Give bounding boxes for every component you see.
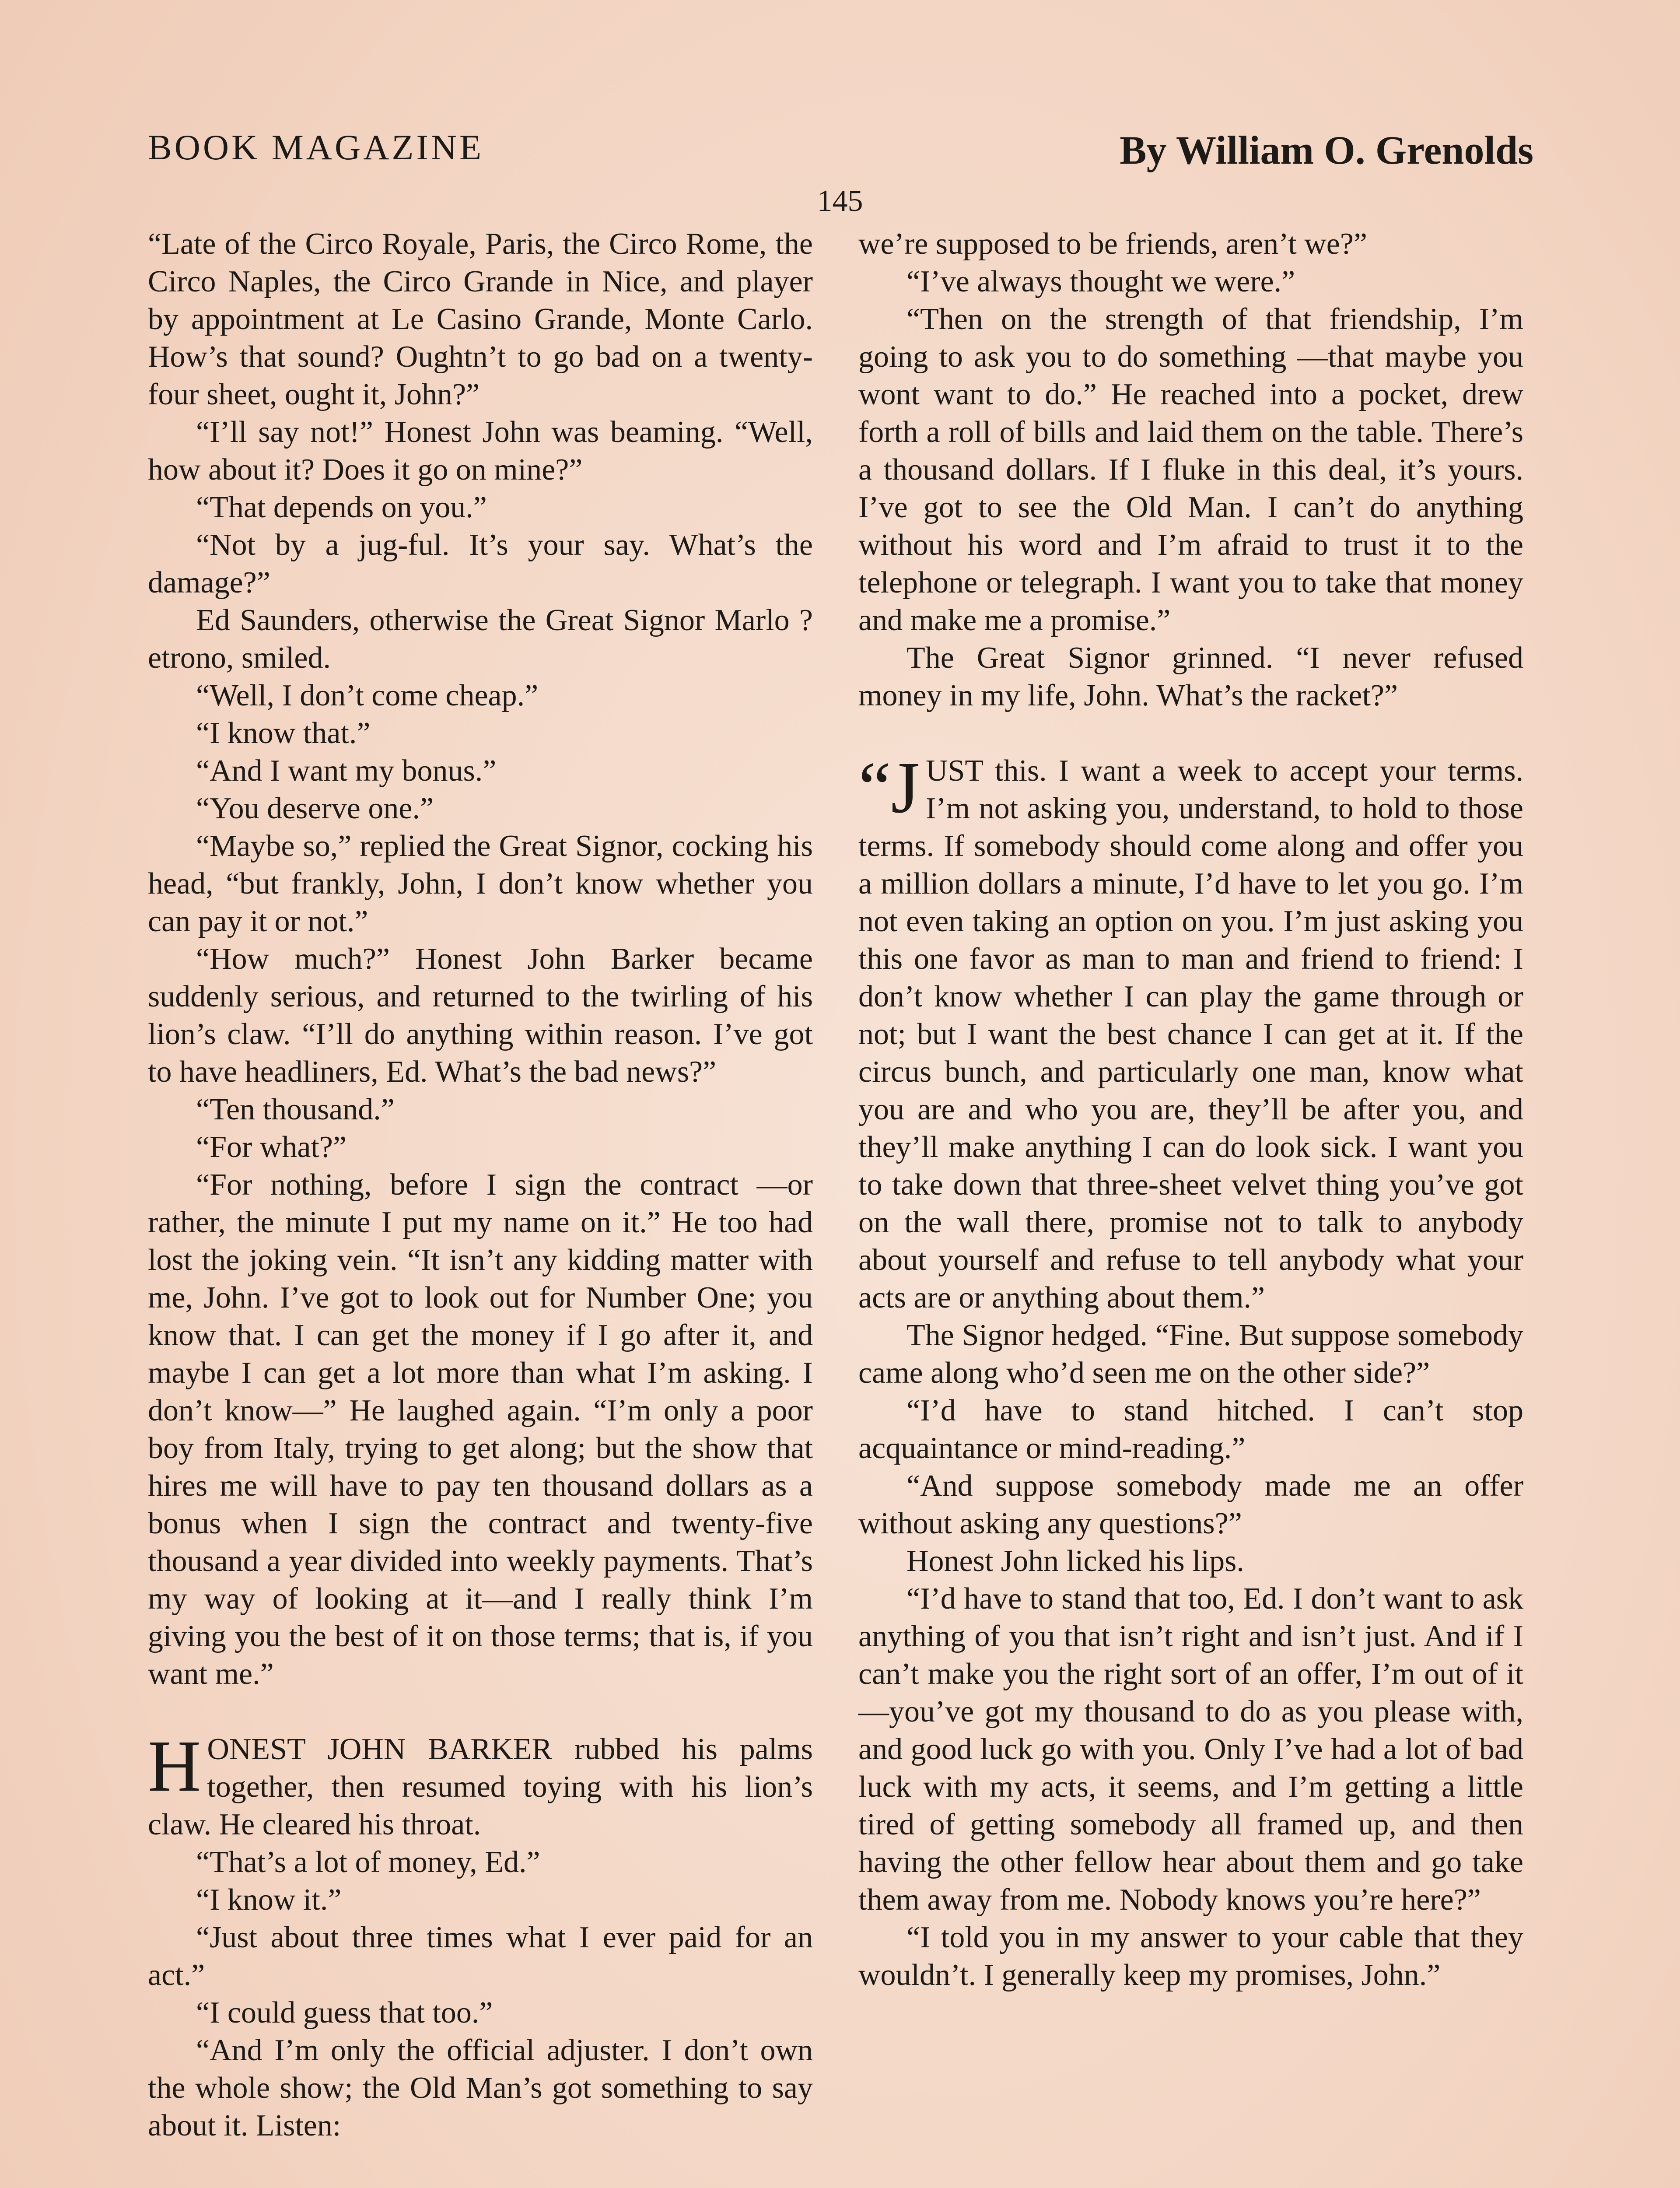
paragraph-text: “I’d have to stand hitched. I can’t stop acquaintance or mind-reading.” (858, 1394, 1523, 1465)
page-number: 145 (817, 184, 863, 218)
paragraph (148, 1994, 813, 2032)
paragraph (148, 1919, 813, 1994)
paragraph (148, 414, 813, 489)
paragraph-text: Honest John licked his lips. (906, 1544, 1244, 1578)
paragraph-text: “That’s a lot of money, Ed.” (196, 1845, 540, 1879)
paragraph (858, 1467, 1523, 1543)
magazine-title: BOOK MAGAZINE (148, 127, 484, 167)
drop-cap: “J (858, 747, 920, 828)
paragraph-text: we’re supposed to be friends, aren’t we?” (858, 227, 1367, 261)
paragraph-text: “Just about three times what I ever paid for an act.” (148, 1921, 813, 1992)
paragraph (148, 752, 813, 790)
right-column (858, 225, 1523, 1994)
paragraph (148, 526, 813, 602)
paragraph (148, 602, 813, 677)
paragraph-text: Ed Saunders, otherwise the Great Signor Marlo ?etrono, smiled. (148, 603, 813, 675)
paragraph (148, 1091, 813, 1129)
paragraph-text: “Maybe so,” replied the Great Signor, cocking his head, “but frankly, John, I don’t know whether you can pay it or not.” (148, 829, 813, 938)
paragraph (148, 489, 813, 526)
paragraph (858, 225, 1523, 263)
paragraph-text: “I know that.” (196, 716, 371, 750)
paragraph-text: “I told you in my answer to your cable that they wouldn’t. I generally keep my promises, John.” (858, 1921, 1523, 1992)
paragraph-text: “And I’m only the official adjuster. I don’t own the whole show; the Old Man’s got something to say about it. Listen: (148, 2034, 813, 2142)
paragraph-text: “Not by a jug-ful. It’s your say. What’s the damage?” (148, 528, 813, 600)
paragraph-text: The Signor hedged. “Fine. But suppose somebody came along who’d seen me on the other side?” (858, 1318, 1523, 1390)
paragraph (148, 225, 813, 414)
paragraph (148, 1166, 813, 1693)
author-byline: By William O. Grenolds (1120, 128, 1533, 172)
paragraph-text: “For what?” (196, 1130, 347, 1164)
paragraph (858, 301, 1523, 639)
left-column (148, 225, 813, 2145)
paragraph-text: “And I want my bonus.” (196, 754, 497, 788)
paragraph (858, 1580, 1523, 1919)
paragraph-text: “I’ve always thought we were.” (906, 265, 1295, 298)
paragraph (148, 940, 813, 1091)
page-header (148, 127, 1533, 184)
paragraph-text: The Great Signor grinned. “I never refused money in my life, John. What’s the racket?” (858, 641, 1523, 712)
paragraph-text: “You deserve one.” (196, 792, 434, 825)
paragraph-text: “Then on the strength of that friendship, I’m going to ask you to do something —that maybe you wont want to do.” He reached into a pocket, drew forth a roll of bills and laid them on the table. There’s a thousand dollars. If I fluke in this deal, it’s yours. I’ve got to see the Old Man. I can’t do anything without his word and I’m afraid to trust it to the telephone or telegraph. I want you to take that money and make me a promise.” (858, 302, 1523, 637)
paragraph (148, 677, 813, 715)
paragraph-text: “I’ll say not!” Honest John was beaming. “Well, how about it? Does it go on mine?” (148, 415, 813, 487)
paragraph-text: “That depends on you.” (196, 491, 487, 524)
paragraph-text: “I’d have to stand that too, Ed. I don’t want to ask anything of you that isn’t right and isn’t just. And if I can’t make you the right sort of an offer, I’m out of it—you’ve got my thousand to do as you please with, and good luck go with you. Only I’ve had a lot of bad luck with my acts, it seems, and I’m getting a little tired of getting somebody all framed up, and then having the other fellow hear about them and go take them away from me. Nobody knows you’re here?” (858, 1582, 1523, 1917)
paragraph (858, 747, 1523, 1317)
paragraph (148, 1725, 813, 1844)
paragraph-text: ONEST JOHN BARKER rubbed his palms together, then resumed toying with his lion’s claw. He cleared his throat. (148, 1732, 813, 1841)
paragraph-text: “Ten thousand.” (196, 1093, 395, 1126)
paragraph (858, 639, 1523, 715)
paragraph-text: “For nothing, before I sign the contract —or rather, the minute I put my name on it.” He too had lost the joking vein. “It isn’t any kidding matter with me, John. I’ve got to look out for Number One; you know that. I can get the money if I go after it, and maybe I can get a lot more than what I’m asking. I don’t know—” He laughed again. “I’m only a poor boy from Italy, trying to get along; but the show that hires me will have to pay ten thousand dollars as a bonus when I sign the contract and twenty-five thousand a year divided into weekly payments. That’s my way of looking at it—and I really think I’m giving you the best of it on those terms; that is, if you want me.” (148, 1168, 813, 1691)
paragraph (858, 1543, 1523, 1580)
paragraph (148, 1881, 813, 1919)
paragraph (858, 1919, 1523, 1994)
paragraph (148, 828, 813, 940)
paragraph-text: “Late of the Circo Royale, Paris, the Circo Rome, the Circo Naples, the Circo Grande in Nice, and player by appointment at Le Casino Grande, Monte Carlo. How’s that sound? Oughtn’t to go bad on a twenty-four sheet, ought it, John?” (148, 227, 813, 411)
paragraph-text: “I know it.” (196, 1883, 342, 1917)
paragraph-text: “How much?” Honest John Barker became suddenly serious, and returned to the twirling of his lion’s claw. “I’ll do anything within reason. I’ve got to have headliners, Ed. What’s the bad news?” (148, 942, 813, 1089)
paragraph (858, 263, 1523, 301)
paragraph (148, 1844, 813, 1881)
paragraph (148, 1129, 813, 1166)
paragraph (858, 1392, 1523, 1467)
drop-cap: H (148, 1725, 201, 1807)
paragraph (148, 2032, 813, 2145)
paragraph (148, 790, 813, 828)
paragraph-text: “I could guess that too.” (196, 1996, 493, 2030)
paragraph-text: UST this. I want a week to accept your terms. I’m not asking you, understand, to hold to those terms. If somebody should come along and offer you a million dollars a minute, I’d have to let you go. I’m not even taking an option on you. I’m just asking you this one favor as man to man and friend to friend: I don’t know whether I can play the game through or not; but I want the best chance I can get at it. If the circus bunch, and particularly one man, know what you are and who you are, they’ll be after you, and they’ll make anything I can do look sick. I want you to take down that three-sheet velvet thing you’ve got on the wall there, promise not to talk to anybody about yourself and refuse to tell anybody what your acts are or anything about them.” (858, 754, 1523, 1315)
paragraph-text: “And suppose somebody made me an offer without asking any questions?” (858, 1469, 1523, 1540)
paragraph (858, 1317, 1523, 1392)
paragraph-text: “Well, I don’t come cheap.” (196, 679, 539, 712)
paragraph (148, 715, 813, 752)
